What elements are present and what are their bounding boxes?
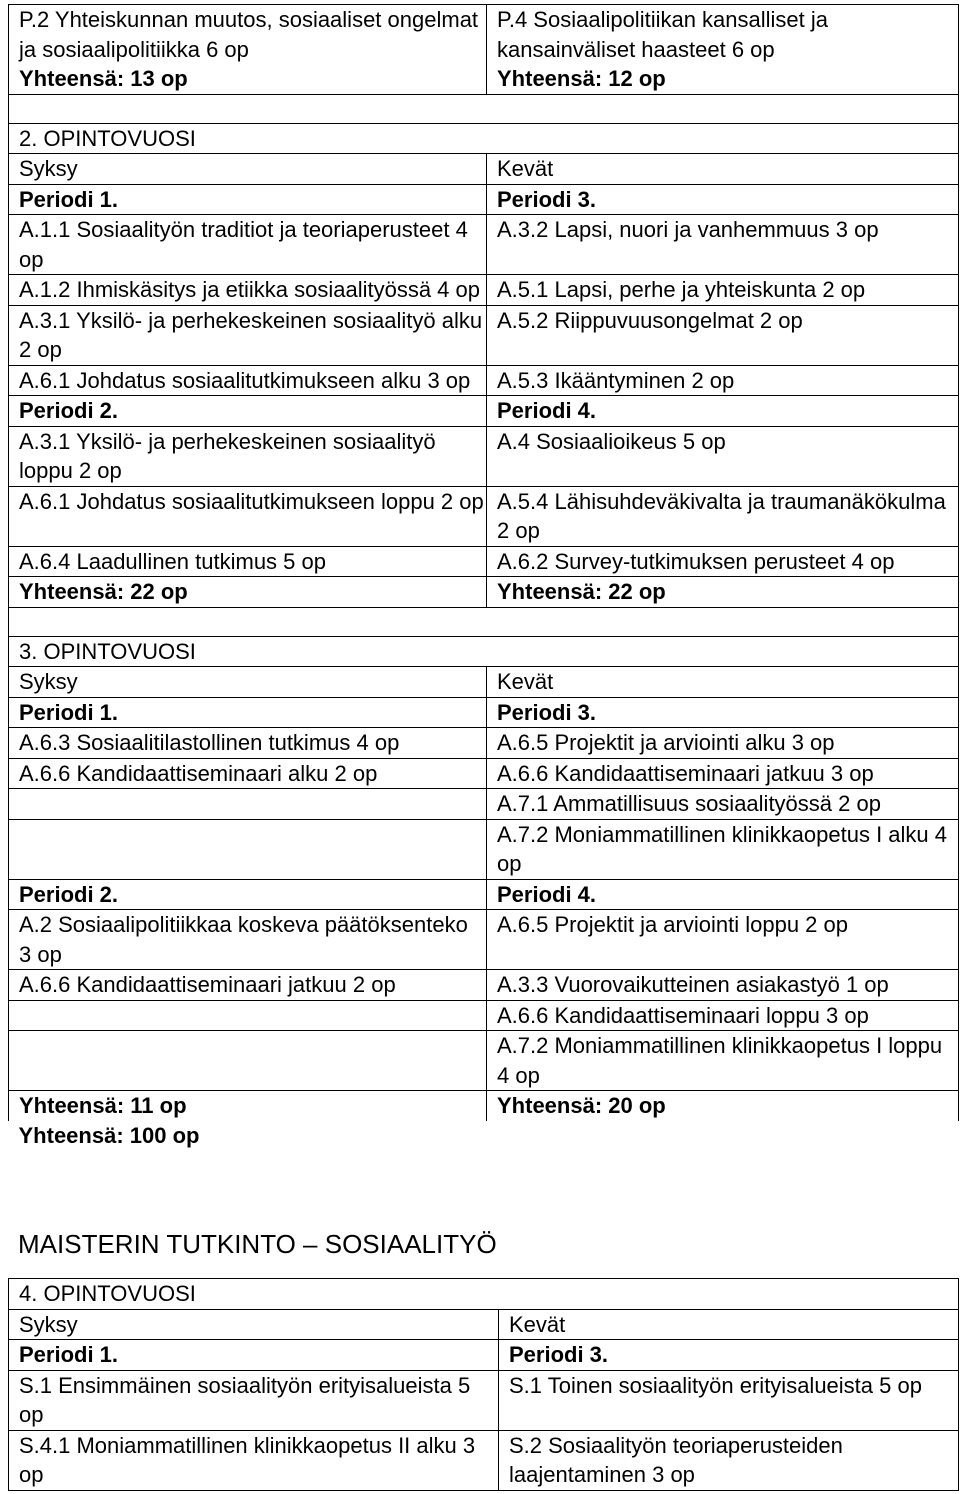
course-cell: A.6.6 Kandidaattiseminaari loppu 3 op: [487, 1000, 959, 1031]
period-label: Periodi 3.: [487, 184, 959, 215]
season-autumn: Syksy: [9, 154, 487, 185]
period-label: Periodi 2.: [9, 879, 487, 910]
season-spring: Kevät: [487, 667, 959, 698]
course-cell: S.1 Toinen sosiaalityön erityisalueista 5 op: [499, 1370, 959, 1430]
course-cell: A.3.2 Lapsi, nuori ja vanhemmuus 3 op: [487, 215, 959, 275]
course-cell: A.5.3 Ikääntyminen 2 op: [487, 365, 959, 396]
empty-cell: [487, 1121, 959, 1151]
masters-table: [8, 1278, 959, 1491]
course-cell: A.6.5 Projektit ja arviointi loppu 2 op: [487, 910, 959, 970]
course-cell: A.5.4 Lähisuhdeväkivalta ja traumanäkökulma 2 op: [487, 486, 959, 546]
course-cell: A.4 Sosiaalioikeus 5 op: [487, 426, 959, 486]
empty-cell: [9, 1000, 487, 1031]
course-cell: S.2 Sosiaalityön teoriaperusteiden laajentaminen 3 op: [499, 1430, 959, 1490]
course-cell: A.5.1 Lapsi, perhe ja yhteiskunta 2 op: [487, 275, 959, 306]
period-label: Periodi 1.: [9, 1340, 499, 1371]
spacer-row: [9, 607, 959, 636]
course-cell: A.3.1 Yksilö- ja perhekeskeinen sosiaalityö loppu 2 op: [9, 426, 487, 486]
empty-cell: [9, 819, 487, 879]
course-cell: A.2 Sosiaalipolitiikkaa koskeva päätöksenteko 3 op: [9, 910, 487, 970]
course-cell: A.6.6 Kandidaattiseminaari jatkuu 2 op: [9, 970, 487, 1001]
total-cell: Yhteensä: 20 op: [487, 1091, 959, 1121]
course-cell: A.6.1 Johdatus sosiaalitutkimukseen alku 3 op: [9, 365, 487, 396]
total-cell: Yhteensä: 11 op: [9, 1091, 487, 1121]
season-spring: Kevät: [487, 154, 959, 185]
course-cell: A.3.3 Vuorovaikutteinen asiakastyö 1 op: [487, 970, 959, 1001]
course-cell: A.6.5 Projektit ja arviointi alku 3 op: [487, 728, 959, 759]
masters-heading: MAISTERIN TUTKINTO – SOSIAALITYÖ: [18, 1229, 497, 1259]
period-label: Periodi 1.: [9, 184, 487, 215]
period-label: Periodi 4.: [487, 396, 959, 427]
grand-total-cell: Yhteensä: 100 op: [18, 1122, 200, 1148]
year-title: 2. OPINTOVUOSI: [9, 123, 959, 154]
course-cell: A.6.6 Kandidaattiseminaari alku 2 op: [9, 758, 487, 789]
year-title: 4. OPINTOVUOSI: [9, 1279, 959, 1310]
course-cell: A.7.1 Ammatillisuus sosiaalityössä 2 op: [487, 789, 959, 820]
period-label: Periodi 3.: [487, 697, 959, 728]
course-cell: A.7.2 Moniammatillinen klinikkaopetus I alku 4 op: [487, 819, 959, 879]
period-label: Periodi 3.: [499, 1340, 959, 1371]
course-cell: A.1.1 Sosiaalityön traditiot ja teoriaperusteet 4 op: [9, 215, 487, 275]
season-autumn: Syksy: [9, 667, 487, 698]
course-cell: A.7.2 Moniammatillinen klinikkaopetus I loppu 4 op: [487, 1031, 959, 1091]
empty-cell: [9, 1031, 487, 1091]
course-cell: A.6.1 Johdatus sosiaalitutkimukseen loppu 2 op: [9, 486, 487, 546]
period-label: Periodi 1.: [9, 697, 487, 728]
course-cell: A.6.2 Survey-tutkimuksen perusteet 4 op: [487, 546, 959, 577]
season-spring: Kevät: [499, 1309, 959, 1340]
study-plan-table: [8, 4, 959, 1150]
total-cell: Yhteensä: 22 op: [9, 577, 487, 608]
spacer-row: [9, 94, 959, 123]
course-cell: S.4.1 Moniammatillinen klinikkaopetus II alku 3 op: [9, 1430, 499, 1490]
course-cell: A.6.6 Kandidaattiseminaari jatkuu 3 op: [487, 758, 959, 789]
course-cell: P.2 Yhteiskunnan muutos, sosiaaliset ongelmat ja sosiaalipolitiikka 6 op: [9, 5, 487, 65]
course-cell: A.6.4 Laadullinen tutkimus 5 op: [9, 546, 487, 577]
course-cell: S.1 Ensimmäinen sosiaalityön erityisalueista 5 op: [9, 1370, 499, 1430]
year-title: 3. OPINTOVUOSI: [9, 636, 959, 667]
total-cell: Yhteensä: 12 op: [487, 64, 959, 94]
course-cell: A.3.1 Yksilö- ja perhekeskeinen sosiaalityö alku 2 op: [9, 305, 487, 365]
period-label: Periodi 2.: [9, 396, 487, 427]
total-cell: Yhteensä: 22 op: [487, 577, 959, 608]
period-label: Periodi 4.: [487, 879, 959, 910]
season-autumn: Syksy: [9, 1309, 499, 1340]
empty-cell: [9, 789, 487, 820]
course-cell: A.6.3 Sosiaalitilastollinen tutkimus 4 op: [9, 728, 487, 759]
course-cell: A.5.2 Riippuvuusongelmat 2 op: [487, 305, 959, 365]
course-cell: A.1.2 Ihmiskäsitys ja etiikka sosiaalityössä 4 op: [9, 275, 487, 306]
total-cell: Yhteensä: 13 op: [9, 64, 487, 94]
course-cell: P.4 Sosiaalipolitiikan kansalliset ja kansainväliset haasteet 6 op: [487, 5, 959, 65]
